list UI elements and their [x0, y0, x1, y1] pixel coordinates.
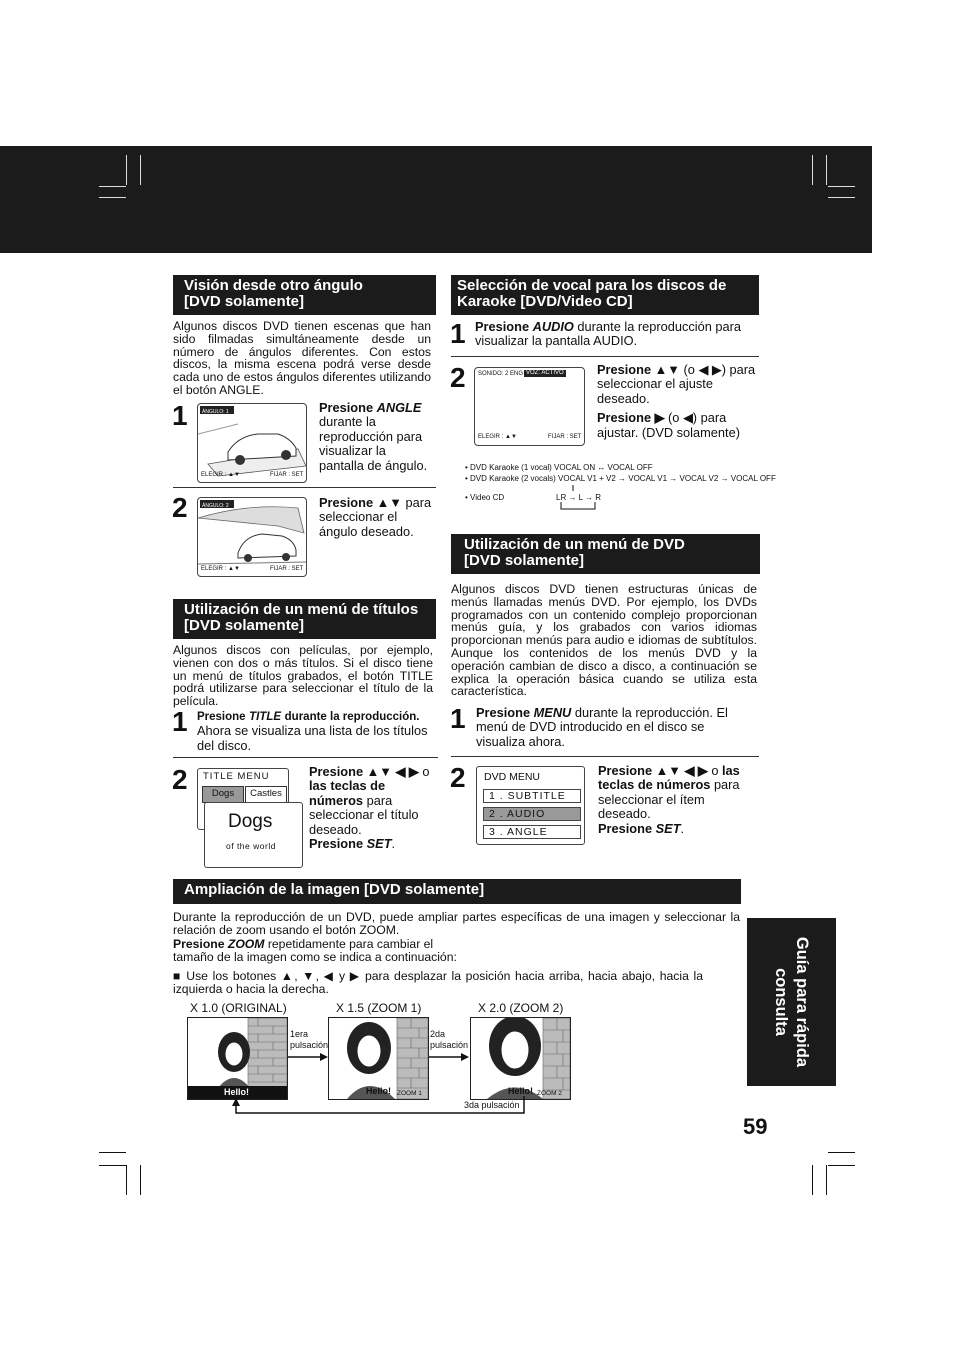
step-text: durante la reproducción. El menú de DVD introducido en el disco se visualiza ahora.: [476, 705, 728, 749]
divider: [451, 756, 759, 757]
crop-mark: [140, 1165, 141, 1195]
crop-mark: [828, 197, 855, 198]
step-label2: Presione: [598, 820, 653, 836]
step-text: Ahora se visualiza una lista de los títulos del disco.: [197, 723, 428, 753]
menu-item-angle[interactable]: 3 . ANGLE: [483, 825, 581, 839]
press-text2: tamaño de la imagen como se indica a continuación:: [173, 949, 457, 964]
title-item-dogs[interactable]: Dogs: [202, 786, 244, 803]
angle-screen-1: [197, 403, 307, 483]
press-1-line2: pulsación: [290, 1040, 329, 1050]
angle-title-line1: Visión desde otro ángulo: [184, 277, 363, 294]
crop-mark: [99, 186, 126, 187]
divider: [451, 356, 759, 357]
step-or: o: [711, 763, 719, 778]
step-text: para seleccionar el ítem deseado.: [598, 777, 740, 822]
period: .: [680, 820, 685, 836]
step-label2: Presione: [309, 836, 364, 852]
section-header-dvd-menu: [451, 534, 760, 574]
press-1-line1: 1era: [290, 1029, 309, 1039]
press-2-label: [430, 1029, 468, 1051]
step-or: o: [422, 764, 430, 779]
zoom-intro: Durante la reproducción de un DVD, puede ampliar partes específicas de una imagen y seleccionar la relación de zoom usando el botón ZOOM.: [173, 910, 740, 937]
step-paren: (o ◀ ▶): [683, 362, 726, 377]
step-label: Presione ▲▼ ◀ ▶: [598, 763, 708, 778]
step-number: 1: [172, 400, 188, 431]
zoom-image-original: [187, 1017, 288, 1100]
dvd-menu-screen: [476, 766, 585, 845]
crop-mark: [826, 155, 827, 185]
dvd-menu-header: DVD MENU: [484, 771, 541, 783]
zoom-label-original: X 1.0 (ORIGINAL): [190, 1001, 287, 1015]
karaoke-title-line1: Selección de vocal para los discos de: [457, 277, 727, 294]
videocd-sequence: LR → L → R: [556, 493, 602, 502]
key-menu: MENU: [533, 705, 572, 720]
karaoke-step2-text: [597, 363, 757, 440]
karaoke-note-1: • DVD Karaoke (1 vocal) VOCAL ON ↔ VOCAL OFF: [465, 463, 653, 472]
karaoke-title-line2: Karaoke [DVD/Video CD]: [457, 293, 633, 310]
title-popup: [204, 802, 303, 868]
step-number: 2: [450, 762, 466, 793]
section-header-karaoke: [451, 275, 759, 315]
number-keys: las teclas de números: [598, 763, 740, 793]
section-header-angle: [173, 275, 436, 315]
side-tab-line1: Guía para rápida: [793, 936, 811, 1068]
crop-mark: [828, 1152, 855, 1153]
title-menu-header: TITLE MENU: [203, 771, 270, 782]
step-rest: durante la reproducción.: [284, 711, 420, 723]
step-label: Presione: [319, 400, 374, 415]
angle-screen-2: [197, 497, 307, 577]
popup-title: Dogs: [228, 811, 273, 832]
subtitle-caption: Hello!: [224, 1087, 250, 1097]
step-label: Presione: [475, 319, 530, 334]
title-menu-step2-text: [309, 765, 437, 851]
press-text: repetidamente para cambiar el: [267, 937, 434, 951]
title-menu-intro: Algunos discos con películas, por ejemplo, vienen con dos o más títulos. Si el disco tiene un menú de títulos grabados, el botón TITLE podrá utilizarse para seleccionar el título de la película.: [173, 643, 433, 709]
crop-mark: [826, 1165, 827, 1195]
crop-mark: [99, 1165, 126, 1166]
title-menu-step1-text: [197, 709, 439, 753]
popup-subtitle: of the world: [226, 841, 276, 851]
elegir-hint: ELEGIR : ▲▼: [478, 434, 517, 440]
step-text: para seleccionar el ángulo deseado.: [319, 495, 432, 539]
crop-mark: [812, 155, 813, 185]
step-label: Presione ▲▼: [319, 495, 402, 510]
menu-item-subtitle[interactable]: 1 . SUBTITLE: [483, 789, 581, 803]
audio-status: SONIDO: 2 ENG: [478, 371, 524, 377]
zoom-image-zoom2: [470, 1017, 571, 1100]
section-header-zoom: Ampliación de la imagen [DVD solamente]: [173, 879, 741, 904]
press-2-line1: 2da: [430, 1029, 446, 1039]
arrow-right-icon: [429, 1053, 471, 1061]
zoom-label-zoom2: X 2.0 (ZOOM 2): [478, 1001, 564, 1015]
period: .: [391, 836, 396, 852]
key-audio: AUDIO: [532, 319, 574, 334]
crop-mark: [140, 155, 141, 185]
step-text: para seleccionar el título deseado.: [309, 792, 419, 837]
crop-mark: [828, 186, 855, 187]
dvd-menu-step1-text: [476, 706, 752, 749]
dvd-menu-step2-text: [598, 764, 758, 836]
key-title: TITLE: [249, 711, 282, 723]
fijar-hint: FIJAR : SET: [270, 566, 304, 572]
title-menu-title-line2: [DVD solamente]: [184, 617, 305, 634]
karaoke-note-2: • DVD Karaoke (2 vocals) VOCAL V1 + V2 → VOCAL V1 → VOCAL V2 → VOCAL OFF: [465, 474, 776, 483]
step-paren2: (o ◀): [668, 410, 698, 426]
step-label: Presione: [197, 711, 246, 723]
fijar-hint: FIJAR : SET: [270, 472, 304, 478]
zoom-bullet: ■ Use los botones ▲, ▼, ◀ y ▶ para desplazar la posición hacia arriba, hacia abajo, hacia la izquierda o hacia la derecha.: [173, 969, 703, 996]
zoom-image-zoom1: [328, 1017, 429, 1100]
step-number: 1: [450, 703, 466, 734]
press-label: Presione: [173, 937, 225, 951]
crop-mark: [828, 1165, 855, 1166]
press-3-label: 3da pulsación: [464, 1100, 520, 1110]
angle-title-line2: [DVD solamente]: [184, 293, 305, 310]
press-1-label: [290, 1029, 328, 1051]
subtitle-caption: Hello!: [508, 1086, 534, 1096]
videocd-loop-arrow: [555, 485, 605, 511]
zoom-press: [173, 938, 740, 964]
angle-step2-text: [319, 496, 434, 539]
step-label: Presione ▲▼: [597, 362, 680, 377]
title-menu-title-line1: Utilización de un menú de títulos: [184, 601, 419, 618]
header-band: [0, 146, 872, 253]
step-number: 1: [172, 706, 188, 737]
angle-step1-text: [319, 401, 434, 473]
step-text: para seleccionar el ajuste deseado.: [597, 362, 756, 406]
karaoke-note-3: • Video CD: [465, 493, 505, 502]
elegir-hint: ELEGIR : ▲▼: [201, 566, 240, 572]
crop-mark: [126, 1165, 127, 1195]
step-number: 1: [450, 318, 466, 349]
menu-item-audio[interactable]: 2 . AUDIO: [483, 807, 581, 821]
section-header-title-menu: [173, 599, 436, 639]
crop-mark: [126, 155, 127, 185]
number-keys: las teclas de números: [309, 778, 386, 808]
step-number: 2: [172, 764, 188, 795]
audio-screen: [474, 367, 585, 446]
step-text: durante la reproducción para visualizar la pantalla de ángulo.: [319, 414, 428, 473]
press-2-line2: pulsación: [430, 1040, 469, 1050]
side-tab-line2: consulta: [772, 968, 790, 1036]
divider: [173, 487, 436, 488]
crop-mark: [99, 1152, 126, 1153]
side-tab: [747, 918, 836, 1086]
step-number: 2: [172, 492, 188, 523]
arrow-right-icon: [288, 1053, 330, 1061]
crop-mark: [99, 197, 126, 198]
karaoke-step1-text: [475, 320, 757, 349]
divider: [173, 757, 438, 758]
angle-tag: ÁNGULO: 1: [202, 409, 229, 415]
zoom-label-zoom1: X 1.5 (ZOOM 1): [336, 1001, 422, 1015]
step-text: durante la reproducción para visualizar la pantalla AUDIO.: [475, 319, 742, 349]
elegir-hint: ELEGIR : ▲▼: [201, 472, 240, 478]
page-number: 59: [743, 1114, 768, 1139]
angle-intro: Algunos discos DVD tienen escenas que han sido filmadas simultáneamente desde un número de ángulos diferentes. Con estos discos, la misma escena podrá verse desde cada uno de estos ángulos diferentes utilizando el botón ANGLE.: [173, 319, 431, 397]
zoom-tag-1: ZOOM 1: [397, 1090, 422, 1097]
angle-tag: ÁNGULO: 2: [202, 503, 229, 509]
dvd-menu-title-line1: Utilización de un menú de DVD: [464, 536, 685, 553]
zoom-tag-2: ZOOM 2: [537, 1090, 562, 1097]
step-label: Presione: [476, 705, 531, 720]
voice-selected: VOZ: ACTIVO: [526, 370, 564, 376]
key-zoom: ZOOM: [227, 937, 265, 951]
key-set: SET: [366, 836, 392, 852]
title-item-castles[interactable]: Castles: [245, 786, 287, 803]
crop-mark: [812, 1165, 813, 1195]
step-label: Presione ▲▼ ◀ ▶: [309, 764, 419, 779]
step-number: 2: [450, 362, 466, 393]
step-text2: para ajustar. (DVD solamente): [597, 410, 740, 440]
fijar-hint: FIJAR : SET: [548, 434, 582, 440]
dvd-menu-title-line2: [DVD solamente]: [464, 552, 585, 569]
step-label2: Presione ▶: [597, 410, 665, 426]
dvd-menu-intro: Algunos discos DVD tienen estructuras únicas de menús llamadas menús DVD. Por ejemplo, los DVDs programados con un contenido complejo proporcionan menús guía, y los grabados con varios idiomas proporcionan menús para audio e idiomas de subtítulos. Aunque los contenidos de los menús DVD y la operación cambian de disco a disco, a continuación se explica la operación básica cuando se utiliza esta característica.: [451, 582, 757, 699]
subtitle-caption: Hello!: [366, 1086, 392, 1096]
key-angle: ANGLE: [376, 400, 422, 415]
key-set: SET: [655, 820, 681, 836]
side-tab-text: [770, 937, 812, 1067]
